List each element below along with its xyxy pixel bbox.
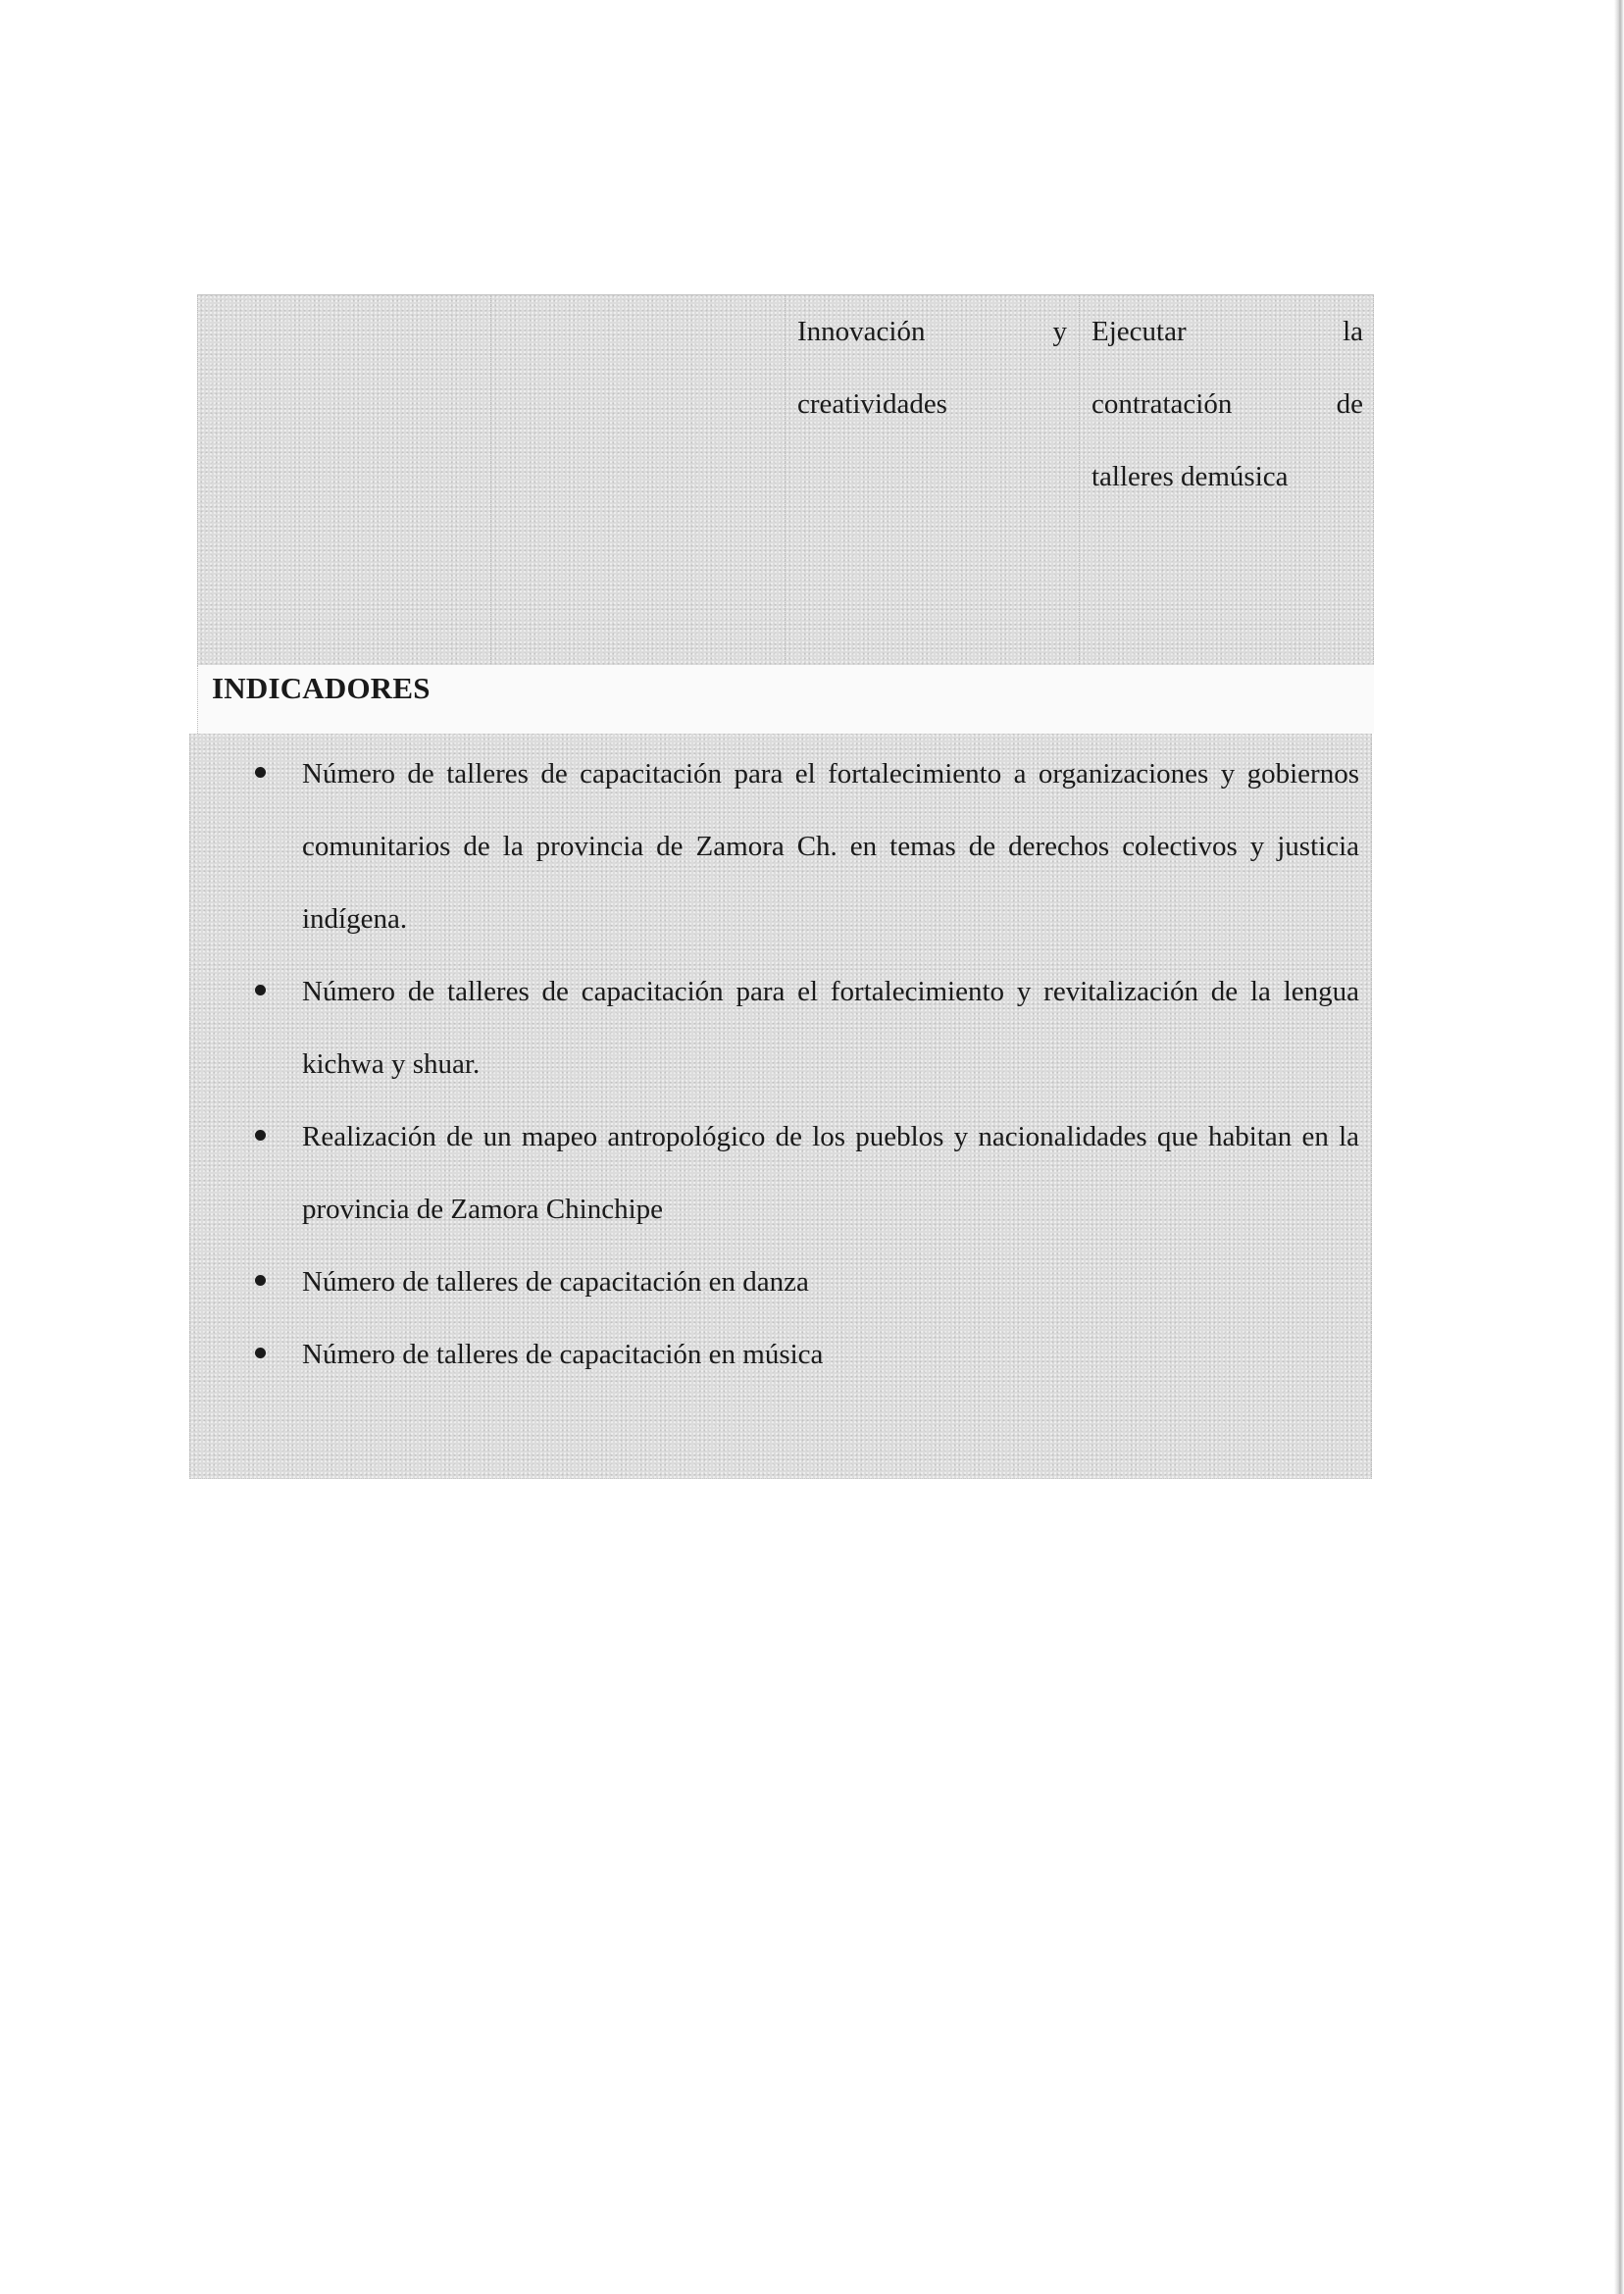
- scan-page-edge: [1614, 0, 1624, 2294]
- indicadores-heading: INDICADORES: [212, 671, 431, 705]
- action-line-2: [1091, 368, 1363, 440]
- action-line-3: talleres demúsica: [1091, 461, 1289, 492]
- bullet-icon: [255, 1130, 266, 1141]
- table-cell-area: [786, 295, 1080, 666]
- table-cell-empty-2: [491, 295, 786, 666]
- list-item-text: Número de talleres de capacitación en música: [302, 1339, 824, 1370]
- bullet-icon: [255, 1275, 266, 1286]
- action-line-1: [1091, 295, 1363, 368]
- indicadores-heading-band: [197, 665, 1374, 734]
- list-item-text: Número de talleres de capacitación para el fortalecimiento y revitalización de la lengua kichwa y shuar.: [302, 976, 1359, 1080]
- list-item-text: Número de talleres de capacitación para el fortalecimiento a organizaciones y gobiernos comunitarios de la provincia de Zamora Ch. en temas de derechos colectivos y justicia indígena.: [302, 758, 1359, 935]
- area-line-1: [797, 295, 1067, 368]
- action-word-de: de: [1336, 388, 1363, 420]
- list-item: [190, 1318, 1371, 1391]
- list-item-text: Número de talleres de capacitación en danza: [302, 1266, 809, 1298]
- action-word-la: la: [1343, 316, 1363, 347]
- indicadores-list: [190, 734, 1371, 1391]
- action-text: [1091, 295, 1363, 513]
- action-word-ejecutar: Ejecutar: [1091, 316, 1187, 347]
- list-item: [190, 738, 1371, 955]
- list-item: [190, 1100, 1371, 1246]
- area-line-2: creatividades: [797, 388, 947, 420]
- bullet-icon: [255, 985, 266, 995]
- bullet-icon: [255, 767, 266, 778]
- table-cell-action: [1080, 295, 1374, 666]
- indicadores-list-block: [189, 734, 1372, 1479]
- table-continuation: [197, 294, 1374, 666]
- list-item: [190, 955, 1371, 1100]
- area-word-innovacion: Innovación: [797, 316, 926, 347]
- list-item-text: Realización de un mapeo antropológico de los pueblos y nacionalidades que habitan en la provincia de Zamora Chinchipe: [302, 1121, 1359, 1225]
- list-item: [190, 1246, 1371, 1318]
- table-cell-empty-1: [197, 295, 491, 666]
- bullet-icon: [255, 1348, 266, 1358]
- area-text: [797, 295, 1067, 440]
- area-word-y: y: [1052, 316, 1067, 347]
- action-word-contratacion: contratación: [1091, 388, 1233, 420]
